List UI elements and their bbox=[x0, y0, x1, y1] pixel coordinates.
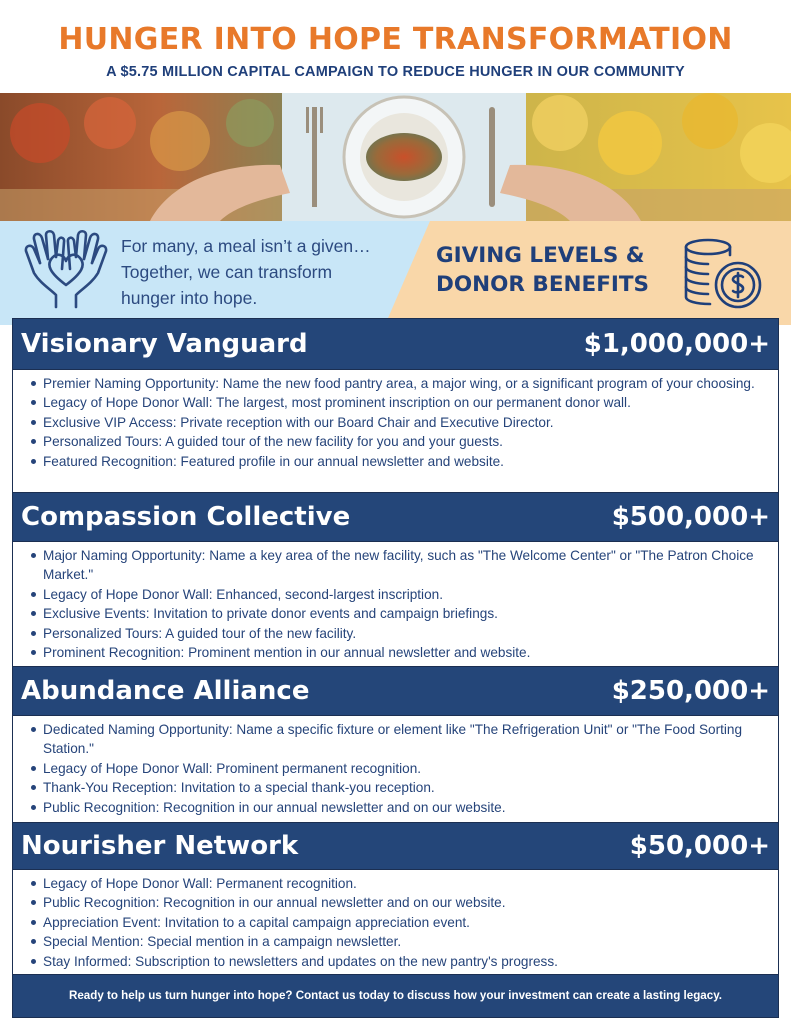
tier-name: Abundance Alliance bbox=[21, 676, 310, 706]
tier-amount: $1,000,000+ bbox=[583, 329, 770, 359]
tier-benefits-compassion-collective bbox=[12, 542, 779, 666]
benefit-item: Legacy of Hope Donor Wall: Permanent recognition. bbox=[43, 874, 766, 893]
tier-header-nourisher-network bbox=[12, 822, 779, 870]
tagline-line-3: hunger into hope. bbox=[121, 288, 258, 308]
tier-name: Compassion Collective bbox=[21, 502, 351, 532]
benefit-item: Public Recognition: Recognition in our annual newsletter and on our website. bbox=[43, 893, 766, 912]
benefit-item: Thank-You Reception: Invitation to a special thank-you reception. bbox=[43, 778, 766, 797]
giving-line-1: GIVING LEVELS & bbox=[436, 243, 645, 268]
benefit-item: Exclusive VIP Access: Private reception with our Board Chair and Executive Director. bbox=[43, 413, 766, 432]
page-subtitle: A $5.75 MILLION CAPITAL CAMPAIGN TO REDUCE HUNGER IN OUR COMMUNITY bbox=[106, 64, 685, 80]
tier-benefits-visionary-vanguard bbox=[12, 370, 779, 492]
benefit-list bbox=[13, 370, 778, 471]
benefit-item: Stay Informed: Subscription to newsletters and updates on the new pantry's progress. bbox=[43, 952, 766, 971]
benefit-item: Legacy of Hope Donor Wall: Prominent permanent recognition. bbox=[43, 759, 766, 778]
tagline-line-1: For many, a meal isn’t a given… bbox=[121, 236, 371, 256]
tier-benefits-abundance-alliance bbox=[12, 716, 779, 822]
benefit-list bbox=[13, 870, 778, 971]
tier-benefits-nourisher-network bbox=[12, 870, 779, 974]
tier-header-abundance-alliance bbox=[12, 666, 779, 716]
benefit-item: Premier Naming Opportunity: Name the new food pantry area, a major wing, or a significant program of your choosing. bbox=[43, 374, 766, 393]
tier-name: Nourisher Network bbox=[21, 831, 299, 861]
benefit-list bbox=[13, 542, 778, 662]
tier-header-visionary-vanguard bbox=[12, 318, 779, 370]
benefit-list bbox=[13, 716, 778, 817]
tier-name: Visionary Vanguard bbox=[21, 329, 308, 359]
benefit-item: Legacy of Hope Donor Wall: The largest, most prominent inscription on our permanent donor wall. bbox=[43, 393, 766, 412]
giving-line-2: DONOR BENEFITS bbox=[436, 272, 650, 297]
hands-heart-icon bbox=[20, 229, 112, 311]
page-title: HUNGER INTO HOPE TRANSFORMATION bbox=[58, 22, 733, 57]
benefit-item: Special Mention: Special mention in a campaign newsletter. bbox=[43, 932, 766, 951]
tier-amount: $50,000+ bbox=[629, 831, 770, 861]
intro-tagline bbox=[121, 233, 411, 311]
benefit-item: Major Naming Opportunity: Name a key area of the new facility, such as "The Welcome Center" or "The Patron Choice Market." bbox=[43, 546, 766, 585]
giving-levels-heading bbox=[436, 241, 686, 299]
benefit-item: Dedicated Naming Opportunity: Name a specific fixture or element like "The Refrigeration Unit" or "The Food Sorting Station." bbox=[43, 720, 766, 759]
hero-image bbox=[0, 93, 791, 221]
coins-dollar-icon bbox=[678, 235, 764, 311]
benefit-item: Appreciation Event: Invitation to a capital campaign appreciation event. bbox=[43, 913, 766, 932]
tier-amount: $250,000+ bbox=[611, 676, 770, 706]
benefit-item: Exclusive Events: Invitation to private donor events and campaign briefings. bbox=[43, 604, 766, 623]
benefit-item: Personalized Tours: A guided tour of the new facility. bbox=[43, 624, 766, 643]
tagline-line-2: Together, we can transform bbox=[121, 262, 333, 282]
intro-band bbox=[0, 221, 791, 325]
hands-holding-plate-image bbox=[0, 93, 791, 221]
benefit-item: Prominent Recognition: Prominent mention in our annual newsletter and website. bbox=[43, 643, 766, 662]
benefit-item: Personalized Tours: A guided tour of the new facility for you and your guests. bbox=[43, 432, 766, 451]
benefit-item: Legacy of Hope Donor Wall: Enhanced, second-largest inscription. bbox=[43, 585, 766, 604]
tier-header-compassion-collective bbox=[12, 492, 779, 542]
benefit-item: Public Recognition: Recognition in our annual newsletter and on our website. bbox=[43, 798, 766, 817]
benefit-item: Featured Recognition: Featured profile in our annual newsletter and website. bbox=[43, 452, 766, 471]
footer-call-to-action: Ready to help us turn hunger into hope? Contact us today to discuss how your investment can create a lasting legacy. bbox=[12, 974, 779, 1018]
tier-amount: $500,000+ bbox=[611, 502, 770, 532]
